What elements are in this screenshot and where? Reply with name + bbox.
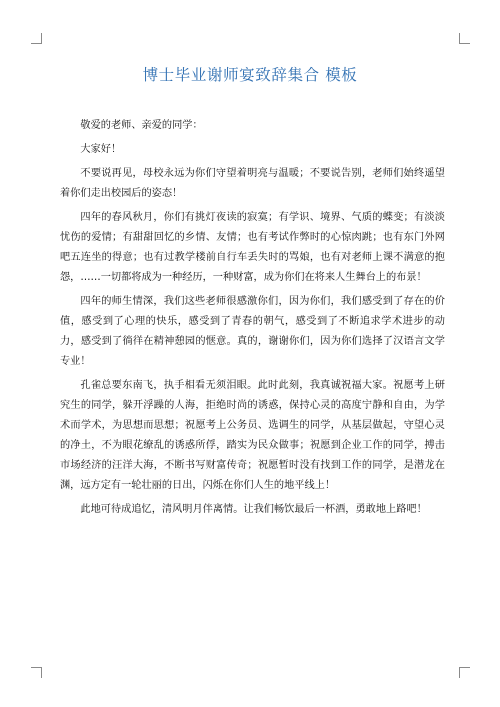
paragraph: 不要说再见，母校永远为你们守望着明亮与温暖；不要说告别，老师们始终遥望着你们走出校园后的姿态！ — [60, 168, 445, 199]
document-body — [60, 116, 445, 524]
page-corner-mark-bottom-left — [31, 667, 42, 678]
salutation: 敬爱的老师、亲爱的同学： — [80, 120, 203, 131]
document-title: 博士毕业谢师宴致辞集合 模板 — [142, 66, 358, 84]
paragraph: 四年的春风秋月，你们有挑灯夜读的寂寞；有学识、境界、气质的蝶变；有淡淡忧伤的爱情；有甜甜回忆的乡情、友情；也有考试作弊时的心惊肉跳；也有东门外网吧五连坐的得意；也有过教学楼前自行车丢失时的骂娘，也有对老师上课不满意的抱怨，……一切都将成为一种经历，一种财富，成为你们在将来人生舞台上的布景！ — [60, 212, 445, 283]
paragraph: 此地可待成追忆，清风明月伴离情。让我们畅饮最后一杯酒，勇敢地上路吧！ — [80, 504, 427, 515]
greeting: 大家好！ — [80, 144, 122, 155]
page-corner-mark-top-right — [459, 33, 470, 44]
page-corner-mark-bottom-right — [459, 667, 470, 678]
page-corner-mark-top-left — [31, 33, 42, 44]
paragraph: 四年的师生情深，我们这些老师很感激你们，因为你们，我们感受到了存在的价值，感受到了心理的快乐，感受到了青春的朝气，感受到了不断追求学术进步的动力，感受到了徜徉在精神憩园的惬意。真的，谢谢你们，因为你们选择了汉语言文学专业！ — [60, 296, 445, 367]
paragraph: 孔雀总要东南飞，执手相看无须泪眼。此时此刻，我真诚祝福大家。祝愿考上研究生的同学，躲开浮躁的人海，拒绝时尚的诱惑，保持心灵的高度宁静和自由，为学术而学术，为思想而思想；祝愿考上公务员、选调生的同学，从基层做起，守望心灵的净土，不为眼花缭乱的诱惑所俘，踏实为民众做事；祝愿到企业工作的同学，搏击市场经济的汪洋大海，不断书写财富传奇；祝愿暂时没有找到工作的同学，是潜龙在渊，远方定有一轮壮丽的日出，闪烁在你们人生的地平线上！ — [60, 380, 445, 491]
